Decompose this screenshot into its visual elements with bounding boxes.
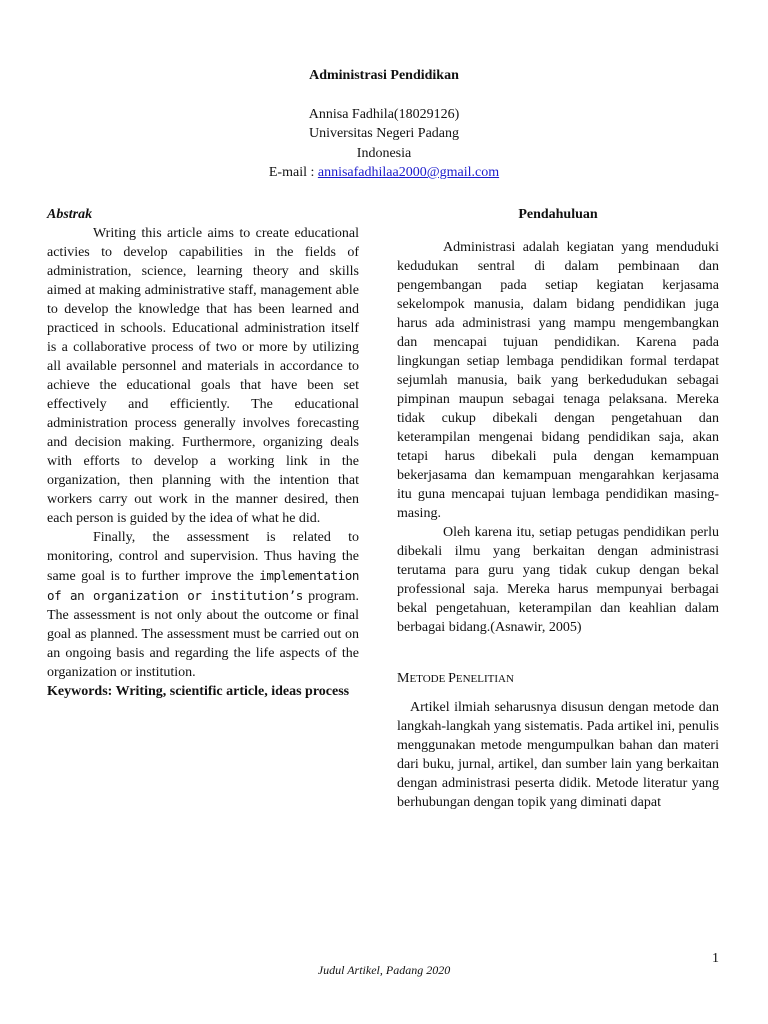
- email-line: [0, 163, 768, 183]
- abstract-heading: Abstrak: [47, 207, 93, 222]
- pendahuluan-paragraph-1: Administrasi adalah kegiatan yang menduduki kedudukan sentral di dalam pembinaan dan pengembangan pada setiap kegiatan kerjasama sekelompok manusia, dalam bidang pendidikan juga harus ada administrasi yang mampu mengembangkan dan mencapai tujuan pendidikan. Karena pada lingkungan setiap lembaga pendidikan formal terdapat sejumlah manusia, baik yang berkedudukan sebagai pimpinan maupun sebagai tenaga pelaksana. Mereka tidak cukup dibekali dengan pengetahuan dan keterampilan mengenai bidang pendidikan saja, akan tetapi harus dibekali pula dengan kemampuan bekerjasama dan kemampuan mengarahkan kerjasama itu guna mencapai tujuan lembaga pendidikan masing-masing.: [397, 240, 719, 521]
- metode-heading: [397, 669, 719, 689]
- author-name: Annisa Fadhila(18029126): [308, 106, 460, 122]
- abstract-paragraph-2-mono: implementation of an organization or institution’s: [47, 568, 359, 603]
- page-number: 1: [712, 951, 719, 966]
- abstract-paragraph-2-end: program. The assessment is not only about the outcome or final goal as planned. The assessment must be carried out on an ongoing basis and regarding the life aspects of the organization or institution.: [47, 589, 360, 680]
- email-link[interactable]: annisafadhilaa2000@gmail.com: [317, 165, 500, 180]
- abstract-column: [47, 205, 359, 701]
- pendahuluan-paragraph-2: Oleh karena itu, setiap petugas pendidikan perlu dibekali ilmu yang berkaitan dengan administrasi terutama para guru yang tidak cukup dengan bekal professional saja. Mereka harus mempunyai berbagai bekal pengetahuan, keterampilan dan keahlian dalam berbagai bidang.(Asnawir, 2005): [397, 525, 719, 635]
- abstract-paragraph-2: [47, 528, 359, 682]
- pendahuluan-heading: Pendahuluan: [518, 207, 598, 222]
- metode-heading-rest-2: ENELITIAN: [455, 673, 514, 685]
- author-affiliation: Universitas Negeri Padang: [308, 126, 460, 141]
- metode-heading-cap-p: P: [448, 671, 456, 686]
- metode-paragraph: Artikel ilmiah seharusnya disusun dengan metode dan langkah-langkah yang sistematis. Pada artikel ini, penulis menggunakan metode mengumpulkan bahan dan materi dari buku, jurnal, artikel, dan sumber lain yang berkaitan dengan administrasi peserta didik. Metode literatur yang berhubungan dengan topik yang diminati dapat: [397, 700, 719, 810]
- paper-header: [0, 66, 768, 183]
- keywords: Keywords: Writing, scientific article, ideas process: [47, 684, 350, 699]
- metode-heading-rest-1: ETODE: [409, 673, 449, 685]
- body-column: [397, 205, 719, 812]
- page-footer: Judul Artikel, Padang 2020: [317, 963, 451, 977]
- abstract-paragraph-2-start: Finally, the assessment is related to monitoring, control and supervision. Thus having the same goal is to further improve the: [47, 530, 359, 584]
- metode-heading-cap-m: M: [397, 671, 410, 686]
- abstract-paragraph-1: Writing this article aims to create educational activies to develop capabilities in the fields of administration, science, learning theory and skills aimed at making administrative staff, management able to develop the knowledge that has been learned and practiced in schools. Educational administration itself is a collaborative process of two or more by utilizing all available personnel and materials in accordance to achieve the educational goals that have been set effectively and efficiently. The educational administration process generally involves forecasting and decision making. Furthermore, organizing deals with efforts to develop a working link in the organization, then planning with the intention that workers carry out work in the manner desired, then each person is guided by the idea of what he did.: [47, 226, 359, 526]
- email-label: E-mail :: [268, 165, 318, 180]
- author-country: Indonesia: [356, 145, 412, 161]
- paper-title: Administrasi Pendidikan: [309, 68, 459, 83]
